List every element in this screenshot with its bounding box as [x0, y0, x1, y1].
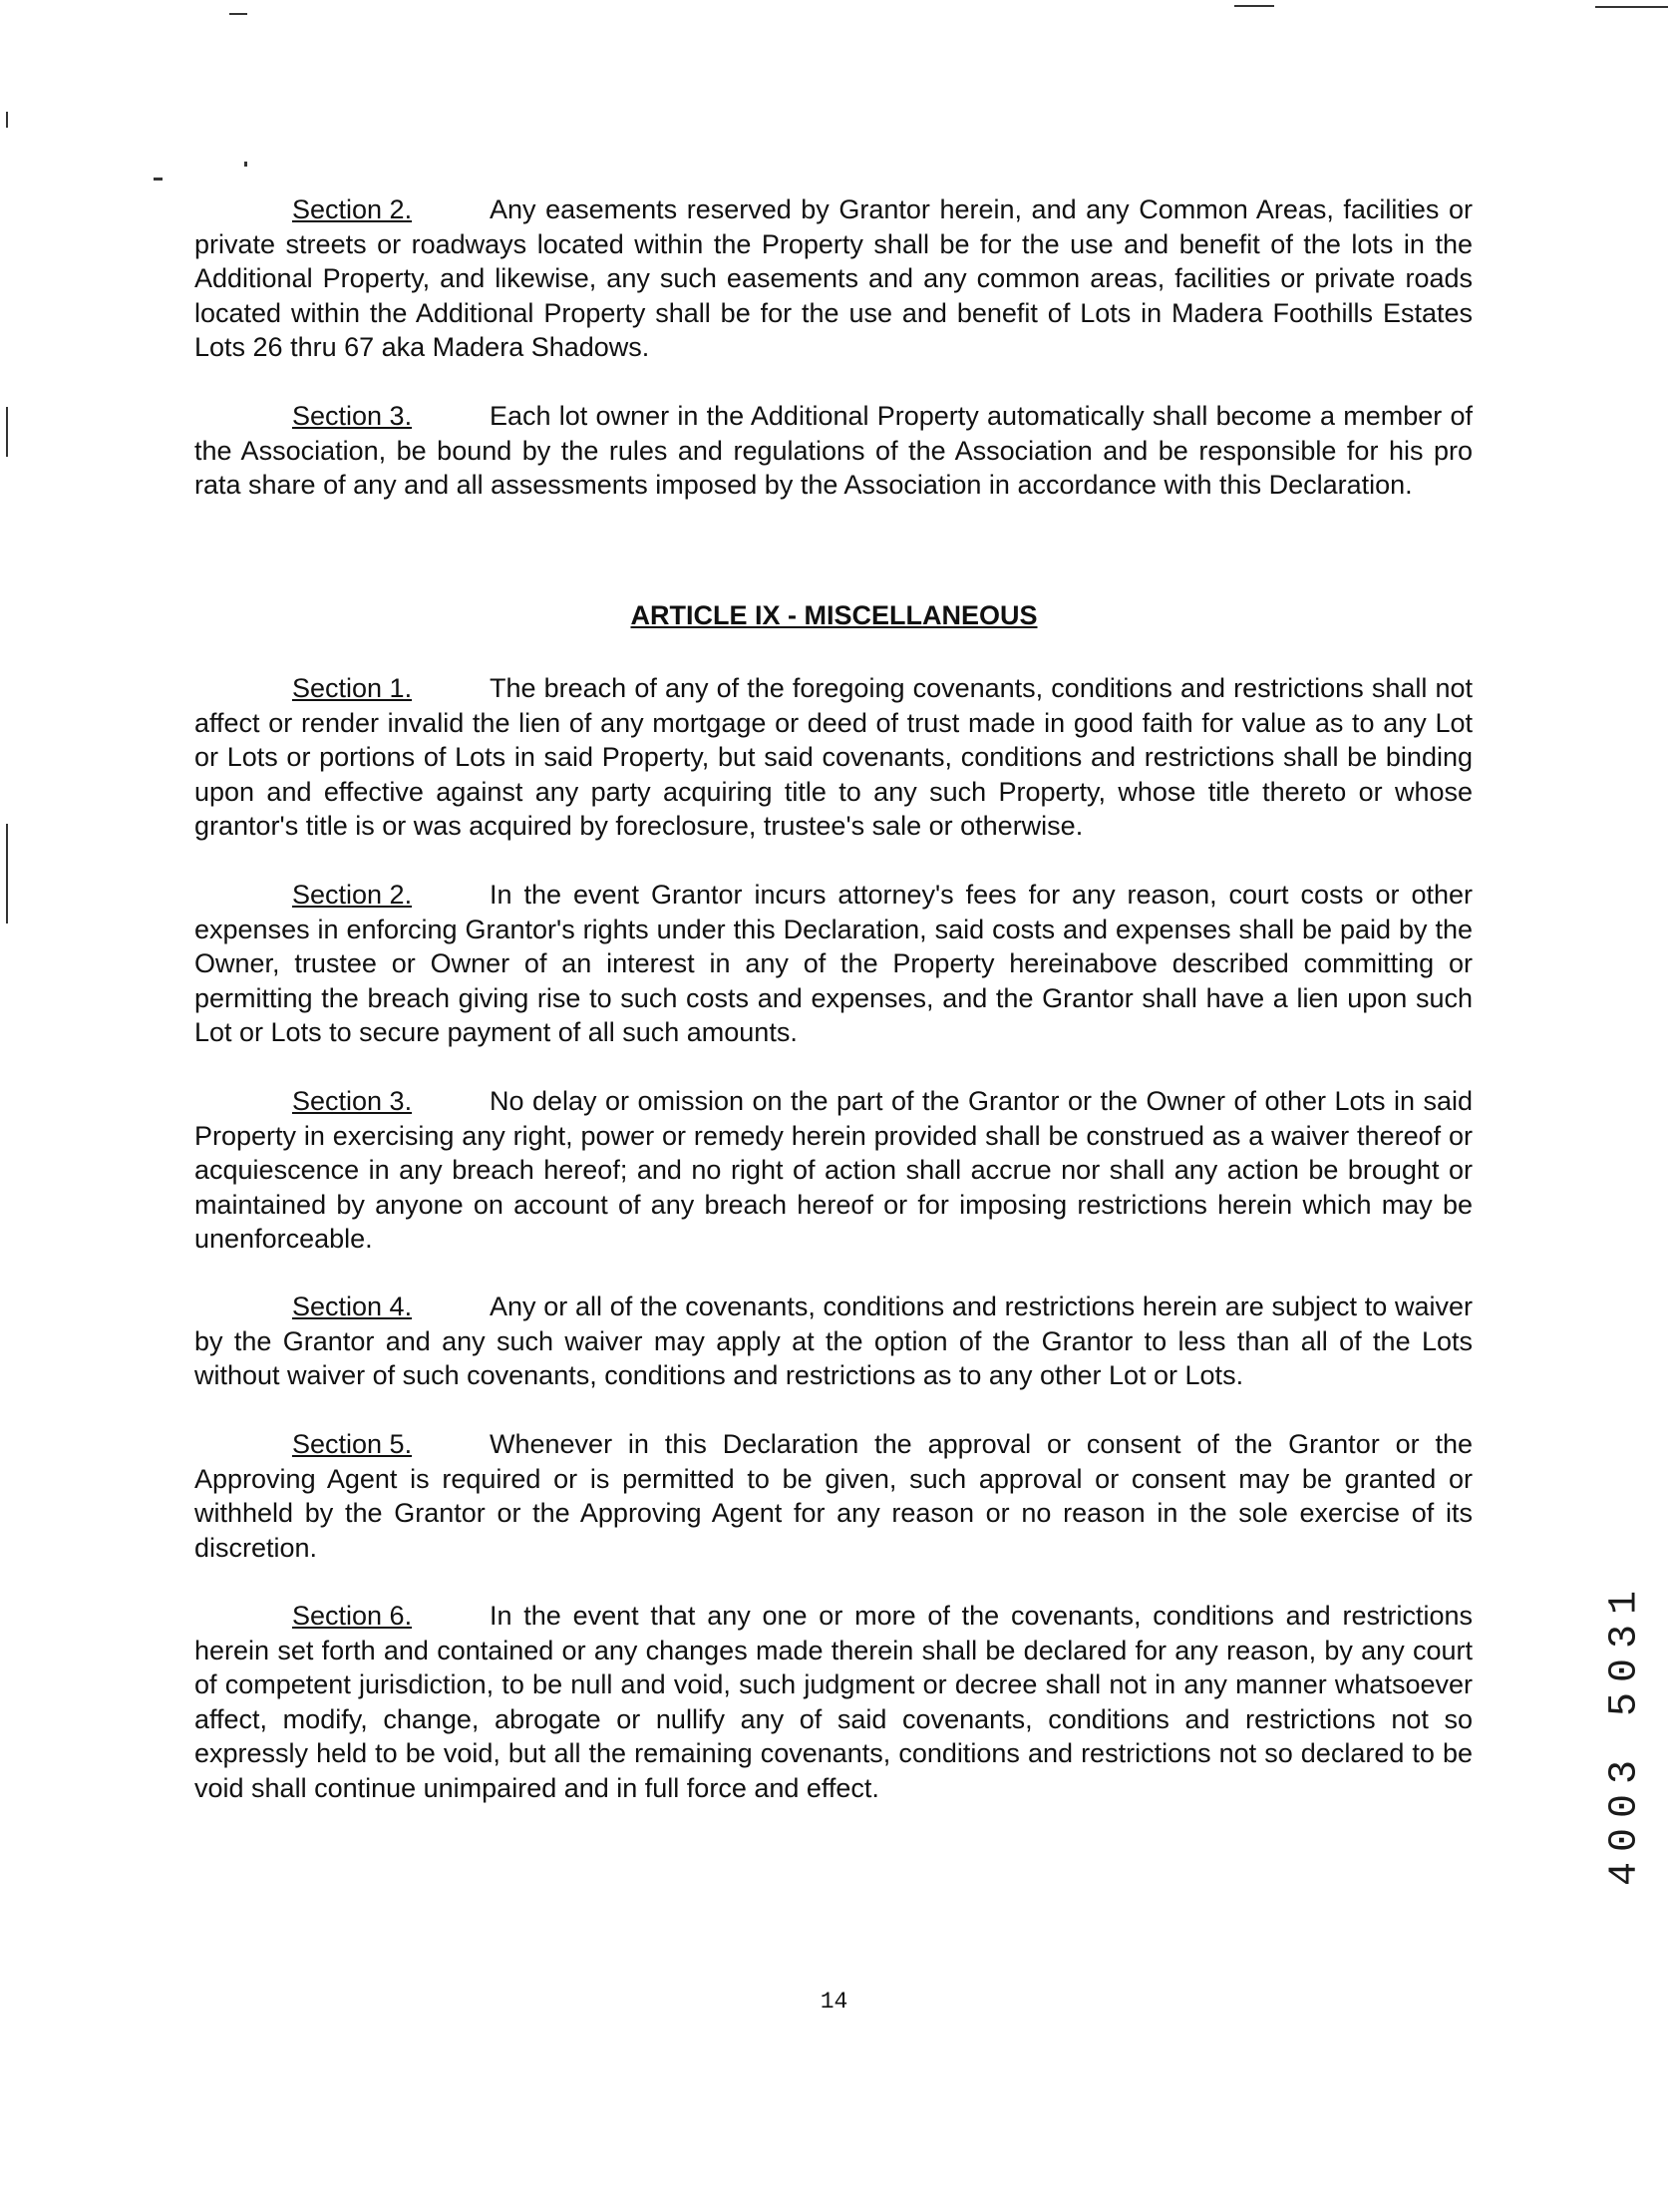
- stamp-number: 4003 5031: [1602, 1580, 1648, 1887]
- section-label: Section 1.: [292, 673, 413, 703]
- section-text: Each lot owner in the Additional Property automatically shall become a member of the Association, be bound by the rules and regulations of the Association and be responsible for his pro rata share of any and all assessments imposed by the Association in accordance with this Declaration.: [194, 401, 1473, 500]
- page-number: 14: [820, 1989, 848, 2015]
- scan-artifact-top-left: [229, 13, 247, 15]
- scan-artifact-dot: [244, 162, 247, 167]
- paragraph: [194, 1599, 1473, 1805]
- article-heading: ARTICLE IX - MISCELLANEOUS: [630, 600, 1038, 630]
- scan-artifact-left-tick: [6, 112, 8, 128]
- paragraph: [194, 878, 1473, 1050]
- article-ix-section-6: [194, 1599, 1473, 1805]
- section-label: Section 5.: [292, 1429, 413, 1459]
- scan-artifact-dash: [154, 178, 163, 181]
- article-ix-section-2: [194, 878, 1473, 1050]
- scan-artifact-left-line-2: [6, 824, 8, 923]
- paragraph: [194, 192, 1473, 365]
- paragraph: [194, 1290, 1473, 1393]
- section-text: In the event that any one or more of the covenants, conditions and restrictions herein set forth and contained or any changes made therein shall be declared for any reason, by any court of competent jurisdiction, to be null and void, such judgment or decree shall not in any manner whatsoever affect, modify, change, abrogate or nullify any of said covenants, conditions and restrictions not so expressly held to be void, but all the remaining covenants, conditions and restrictions not so declared to be void shall continue unimpaired and in full force and effect.: [194, 1601, 1473, 1803]
- paragraph: [194, 1084, 1473, 1257]
- section-text: Any or all of the covenants, conditions and restrictions herein are subject to waiver by the Grantor and any such waiver may apply at the option of the Grantor to less than all of the Lots without waiver of such covenants, conditions and restrictions as to any other Lot or Lots.: [194, 1291, 1473, 1390]
- margin-recording-stamp: [1603, 1564, 1647, 1903]
- section-label: Section 2.: [292, 194, 413, 224]
- article-ix-section-4: [194, 1290, 1473, 1393]
- scan-artifact-top-center: [1234, 5, 1274, 7]
- paragraph: [194, 1427, 1473, 1565]
- section-3-continued: [194, 399, 1473, 503]
- scan-artifact-left-line-1: [6, 407, 8, 457]
- section-text: No delay or omission on the part of the Grantor or the Owner of other Lots in said Property in exercising any right, power or remedy herein provided shall be construed as a waiver thereof or acquiescence in any breach hereof; and no right of action shall accrue nor shall any action be brought or maintained by anyone on account of any breach hereof or for imposing restrictions herein which may be unenforceable.: [194, 1086, 1473, 1254]
- section-label: Section 4.: [292, 1291, 413, 1321]
- article-ix-section-5: [194, 1427, 1473, 1565]
- section-text: In the event Grantor incurs attorney's fees for any reason, court costs or other expenses in enforcing Grantor's rights under this Declaration, said costs and expenses shall be paid by the Owner, trustee or Owner of an interest in any of the Property hereinabove described committing or permitting the breach giving rise to such costs and expenses, and the Grantor shall have a lien upon such Lot or Lots to secure payment of all such amounts.: [194, 880, 1473, 1047]
- article-ix-section-1: [194, 671, 1473, 844]
- scan-artifact-top-right: [1595, 6, 1668, 8]
- section-2-continued: [194, 192, 1473, 365]
- section-text: Whenever in this Declaration the approval or consent of the Grantor or the Approving Agent is required or is permitted to be given, such approval or consent may be granted or withheld by the Grantor or the Approving Agent for any reason or no reason in the sole exercise of its discretion.: [194, 1429, 1473, 1563]
- section-text: Any easements reserved by Grantor herein, and any Common Areas, facilities or private streets or roadways located within the Property shall be for the use and benefit of the lots in the Additional Property, and likewise, any such easements and any common areas, facilities or private roads located within the Additional Property shall be for the use and benefit of Lots in Madera Foothills Estates Lots 26 thru 67 aka Madera Shadows.: [194, 194, 1473, 362]
- section-text: The breach of any of the foregoing covenants, conditions and restrictions shall not affect or render invalid the lien of any mortgage or deed of trust made in good faith for value as to any Lot or Lots or portions of Lots in said Property, but said covenants, conditions and restrictions shall be binding upon and effective against any party acquiring title to any such Property, whose title thereto or whose grantor's title is or was acquired by foreclosure, trustee's sale or otherwise.: [194, 673, 1473, 841]
- paragraph: [194, 399, 1473, 503]
- section-label: Section 3.: [292, 1086, 413, 1116]
- section-label: Section 6.: [292, 1601, 413, 1631]
- paragraph: [194, 671, 1473, 844]
- section-label: Section 2.: [292, 880, 413, 910]
- article-ix-section-3: [194, 1084, 1473, 1257]
- section-label: Section 3.: [292, 401, 413, 431]
